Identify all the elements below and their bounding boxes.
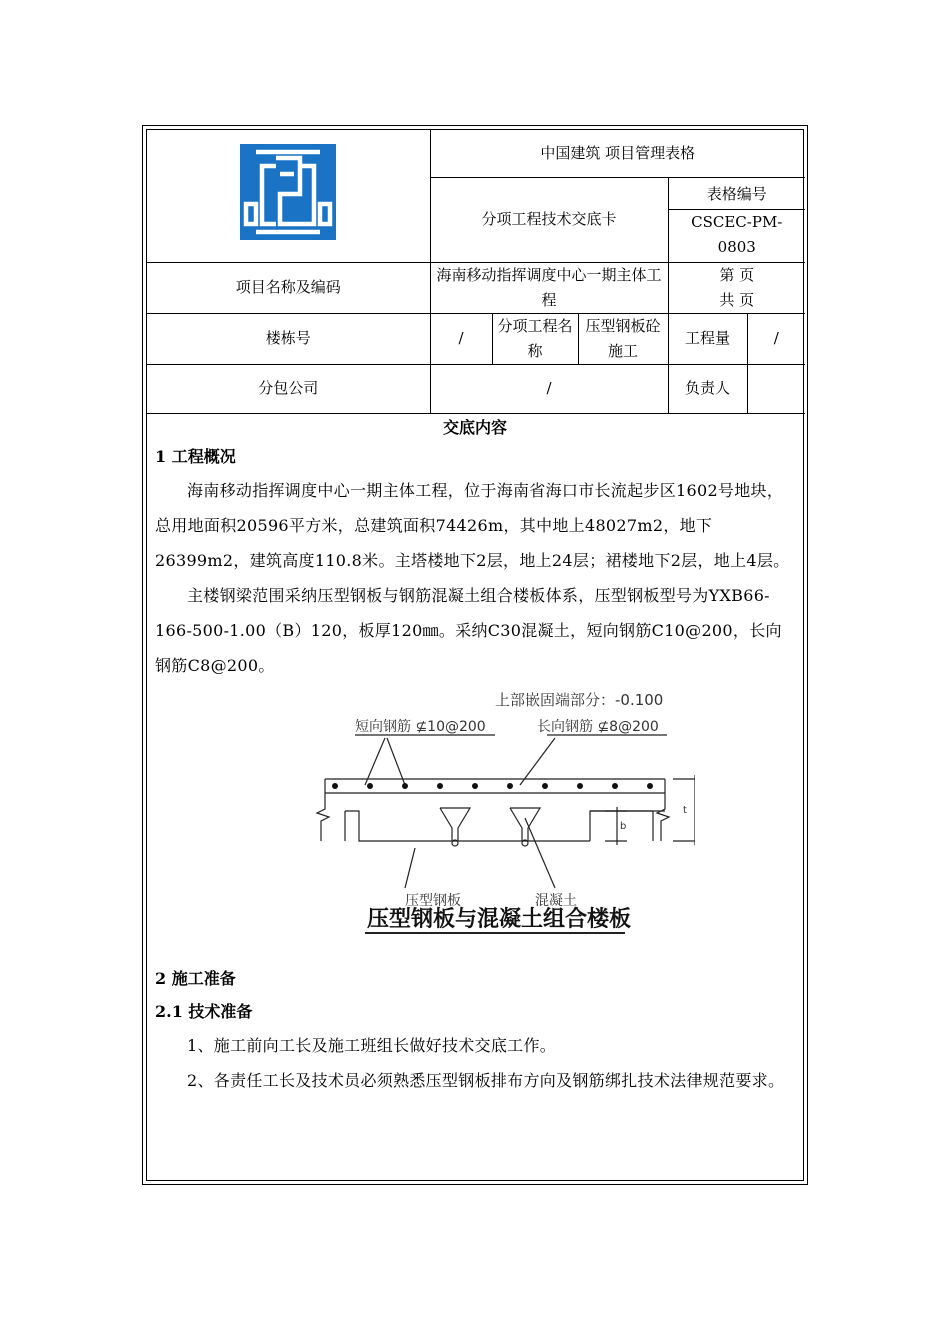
page-total: 共 页 (719, 290, 755, 309)
form-page (142, 125, 808, 1185)
form-no-label: 表格编号 (669, 180, 806, 210)
quantity-value: / (747, 313, 805, 364)
responsible-label: 负责人 (668, 364, 747, 413)
subcontractor-value: / (430, 364, 668, 413)
composite-slab-figure (255, 683, 695, 948)
figure-dim-t: t (683, 805, 687, 816)
project-label: 项目名称及编码 (147, 262, 430, 313)
section-2-1-item-1: 1、施工前向工长及施工班组长做好技术交底工作。 (187, 1036, 557, 1055)
quantity-label: 工程量 (668, 313, 747, 364)
form-name: 分项工程技术交底卡 (430, 177, 668, 262)
form-inner-border (146, 129, 804, 1181)
figure-short-rebar-label: 短向钢筋 ⊈10@200 (355, 719, 486, 735)
form-no-line2: 0803 (717, 237, 756, 256)
header-table (147, 130, 805, 414)
figure-caption: 压型钢板与混凝土组合楼板 (367, 907, 632, 932)
section-2-heading: 2 施工准备 (155, 969, 236, 988)
form-number-cell (668, 177, 805, 262)
building-value: / (430, 313, 492, 364)
figure-concrete-label: 混凝土 (535, 893, 577, 909)
logo-cell (147, 130, 430, 262)
content-title: 交底内容 (442, 418, 507, 437)
subitem-label: 分项工程名称 (492, 313, 578, 364)
section-2-1-heading: 2.1 技术准备 (155, 1002, 253, 1021)
page-number: 第 页 (719, 265, 755, 284)
cscec-logo-icon (240, 144, 336, 240)
responsible-value (747, 364, 805, 413)
figure-dim-b: b (620, 821, 627, 832)
content-section (147, 412, 803, 1180)
section-1-heading: 1 工程概况 (155, 447, 236, 466)
subcontractor-label: 分包公司 (147, 364, 430, 413)
project-name: 海南移动指挥调度中心一期主体工程 (430, 262, 668, 313)
figure-long-rebar-label: 长向钢筋 ⊈8@200 (537, 719, 659, 735)
figure-top-label: 上部嵌固端部分：-0.100 (495, 691, 664, 709)
section-1-paragraph-1: 海南移动指挥调度中心一期主体工程，位于海南省海口市长流起步区1602号地块，总用地面积20596平方米，总建筑面积74426m，其中地上48027m2，地下26399m2，建筑高度110.8米。主塔楼地下2层，地上24层；裙楼地下2层，地上4层。 (155, 481, 790, 570)
form-no-line1: CSCEC-PM- (691, 212, 783, 231)
section-2-1-item-2: 2、各责任工长及技术员必须熟悉压型钢板排布方向及钢筋绑扎技术法律规范要求。 (187, 1071, 785, 1090)
building-label: 楼栋号 (147, 313, 430, 364)
section-1-paragraph-2: 主楼钢梁范围采纳压型钢板与钢筋混凝土组合楼板体系，压型钢板型号为YXB66-166-500-1.00（B）120，板厚120㎜。采纳C30混凝土，短向钢筋C10@200，长向钢筋C8@200。 (155, 586, 782, 675)
org-title: 中国建筑 项目管理表格 (430, 130, 805, 177)
figure-deck-label: 压型钢板 (405, 893, 461, 909)
page-cell (668, 262, 805, 313)
subitem-value: 压型钢板砼施工 (578, 313, 668, 364)
